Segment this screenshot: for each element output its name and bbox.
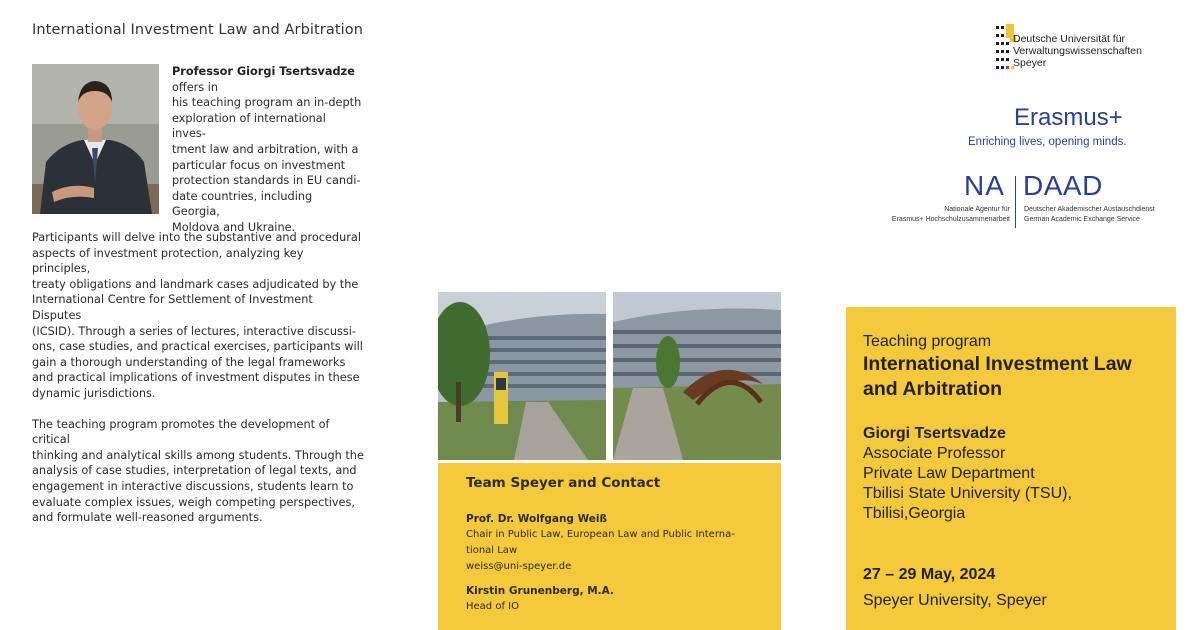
university-name-line: Deutsche Universität für: [1013, 33, 1126, 45]
university-logo: [996, 24, 1176, 84]
professor-portrait: [32, 64, 159, 214]
contact-role: Head of IO: [466, 601, 519, 612]
na-subtitle: [892, 205, 1010, 224]
body-line: aspects of investment protection, analyzing key principles,: [32, 246, 304, 276]
intro-line: exploration of international inves-: [172, 111, 326, 141]
daad-logo: DAAD: [1023, 170, 1103, 201]
body-line: gain a thorough understanding of the legal frameworks: [32, 355, 346, 369]
daad-subtitle-line: German Academic Exchange Service: [1024, 215, 1140, 223]
description-paragraph: [32, 230, 364, 402]
description-body: [32, 230, 364, 526]
daad-subtitle: [1024, 205, 1155, 224]
contact-name: Kirstin Grunenberg, M.A.: [466, 585, 614, 597]
program-venue: Speyer University, Speyer: [863, 592, 1047, 609]
body-line: dynamic jurisdictions.: [32, 386, 156, 400]
lecturer-position: Associate Professor: [863, 445, 1006, 462]
program-panel: [846, 307, 1176, 630]
intro-line: offers in: [172, 80, 219, 94]
lecturer-department: Private Law Department: [863, 465, 1035, 482]
erasmus-logo: Erasmus+: [1014, 104, 1123, 131]
contact-panel: [438, 463, 781, 630]
page-title: International Investment Law and Arbitration: [32, 22, 364, 38]
body-line: ons, case studies, and practical exercises, participants will: [32, 340, 363, 354]
program-title-line: and Arbitration: [863, 378, 1003, 400]
university-name-line: Speyer: [1013, 57, 1047, 69]
body-line: (ICSID). Through a series of lectures, interactive discussi-: [32, 324, 357, 338]
lecturer-name: Giorgi Tsertsvadze: [863, 425, 1006, 442]
na-subtitle-line: Nationale Agentur für: [944, 206, 1010, 213]
body-line: analysis of case studies, interpretation of legal texts, and: [32, 464, 357, 478]
intro-line: date countries, including Georgia,: [172, 189, 313, 219]
body-line: treaty obligations and landmark cases adjudicated by the: [32, 277, 359, 291]
program-dates: 27 – 29 May, 2024: [863, 566, 996, 583]
lecturer-city: Tbilisi,Georgia: [863, 505, 966, 522]
body-line: engagement in interactive discussions, students learn to: [32, 479, 354, 493]
professor-name: Professor Giorgi Tsertsvadze: [172, 65, 355, 78]
contact-title: Team Speyer and Contact: [466, 475, 661, 491]
program-title-line: International Investment Law: [863, 353, 1132, 375]
contact-email-link[interactable]: weiss@uni-speyer.de: [466, 561, 572, 572]
na-logo: NA: [964, 170, 1005, 201]
daad-subtitle-line: Deutscher Akademischer Austauschdienst: [1024, 206, 1155, 213]
body-line: Participants will delve into the substantive and procedural: [32, 231, 361, 244]
na-subtitle-line: Erasmus+ Hochschulzusammenarbeit: [891, 215, 1010, 223]
program-label: Teaching program: [863, 333, 992, 350]
university-logo-text: [1013, 33, 1142, 69]
body-line: International Centre for Settlement of Investment Disputes: [32, 293, 313, 322]
body-line: thinking and analytical skills among students. Through the: [32, 448, 364, 462]
body-line: The teaching program promotes the development of critical: [32, 417, 330, 447]
body-line: and formulate well-reasoned arguments.: [32, 511, 263, 525]
lecturer-university: Tbilisi State University (TSU),: [863, 485, 1072, 502]
intro-line: protection standards in EU candi-: [172, 174, 361, 188]
logo-divider: [1015, 176, 1016, 228]
body-line: and practical implications of investment disputes in these: [32, 371, 360, 385]
contact-role: Chair in Public Law, European Law and Public Interna-: [466, 529, 735, 540]
intro-line: tment law and arbitration, with a: [172, 142, 359, 156]
intro-line: particular focus on investment: [172, 158, 346, 172]
program-title: [863, 352, 1160, 402]
campus-photo-building: [438, 292, 606, 460]
description-paragraph: [32, 417, 364, 526]
intro-line: Moldova and Ukraine.: [172, 220, 296, 234]
contact-name: Prof. Dr. Wolfgang Weiß: [466, 513, 608, 525]
erasmus-slogan: Enriching lives, opening minds.: [968, 136, 1127, 148]
intro-line: his teaching program an in-depth: [172, 96, 362, 110]
body-line: evaluate complex issues, weigh competing perspectives,: [32, 495, 355, 509]
university-name-line: Verwaltungswissenschaften: [1013, 45, 1142, 57]
intro-paragraph: [172, 64, 362, 236]
campus-photo-sculpture: [613, 292, 781, 460]
contact-role: tional Law: [466, 545, 518, 556]
